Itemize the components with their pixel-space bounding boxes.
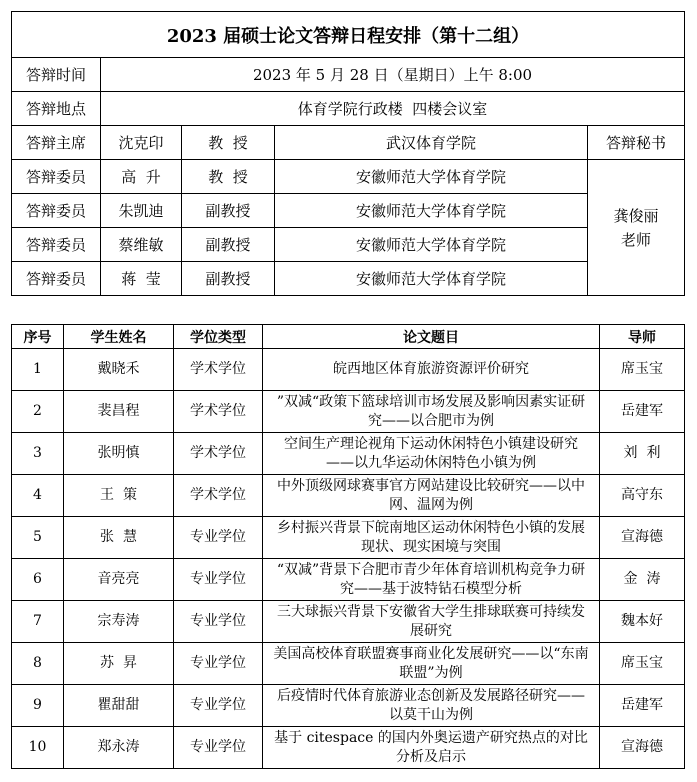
member-name: 高 升 (101, 160, 182, 194)
table-row (12, 475, 685, 517)
member-role: 答辩委员 (12, 228, 101, 262)
place-label: 答辩地点 (12, 92, 101, 126)
row-topic: 后疫情时代体育旅游业态创新及发展路径研究——以莫干山为例 (263, 685, 600, 727)
row-type: 学术学位 (174, 349, 263, 391)
row-type: 专业学位 (174, 559, 263, 601)
chair-role: 答辩主席 (12, 126, 101, 160)
row-advisor: 高守东 (600, 475, 685, 517)
secretary-label: 答辩秘书 (588, 126, 685, 160)
row-topic: 基于 citespace 的国内外奥运遗产研究热点的对比分析及启示 (263, 727, 600, 769)
row-topic: 三大球振兴背景下安徽省大学生排球联赛可持续发展研究 (263, 601, 600, 643)
table-row (12, 601, 685, 643)
row-topic: 美国高校体育联盟赛事商业化发展研究——以“东南联盟”为例 (263, 643, 600, 685)
row-name: 王 策 (64, 475, 174, 517)
row-no: 9 (12, 685, 64, 727)
row-no: 8 (12, 643, 64, 685)
member-org: 安徽师范大学体育学院 (275, 228, 588, 262)
table-row (12, 517, 685, 559)
member-rank: 副教授 (182, 194, 275, 228)
header-type: 学位类型 (174, 325, 263, 349)
member-org: 安徽师范大学体育学院 (275, 262, 588, 296)
member-rank: 教 授 (182, 160, 275, 194)
row-type: 专业学位 (174, 727, 263, 769)
row-no: 7 (12, 601, 64, 643)
row-no: 6 (12, 559, 64, 601)
header-topic: 论文题目 (263, 325, 600, 349)
table-row (12, 349, 685, 391)
table-row (12, 643, 685, 685)
row-name: 音亮亮 (64, 559, 174, 601)
row-type: 专业学位 (174, 643, 263, 685)
member-role: 答辩委员 (12, 160, 101, 194)
member-rank: 副教授 (182, 228, 275, 262)
header-no: 序号 (12, 325, 64, 349)
place-value: 体育学院行政楼 四楼会议室 (101, 92, 685, 126)
row-name: 苏 昇 (64, 643, 174, 685)
table-row (12, 391, 685, 433)
row-topic: 乡村振兴背景下皖南地区运动休闲特色小镇的发展现状、现实困境与突围 (263, 517, 600, 559)
chair-name: 沈克印 (101, 126, 182, 160)
row-advisor: 席玉宝 (600, 643, 685, 685)
row-no: 3 (12, 433, 64, 475)
row-advisor: 岳建军 (600, 685, 685, 727)
page-title: 2023 届硕士论文答辩日程安排（第十二组） (12, 12, 685, 58)
row-no: 10 (12, 727, 64, 769)
row-topic: “双减”背景下合肥市青少年体育培训机构竞争力研究——基于波特钻石模型分析 (263, 559, 600, 601)
chair-rank: 教 授 (182, 126, 275, 160)
member-org: 安徽师范大学体育学院 (275, 194, 588, 228)
member-name: 蔡维敏 (101, 228, 182, 262)
time-value: 2023 年 5 月 28 日（星期日）上午 8:00 (101, 58, 685, 92)
member-name: 蒋 莹 (101, 262, 182, 296)
row-type: 专业学位 (174, 601, 263, 643)
row-advisor: 宣海德 (600, 727, 685, 769)
row-type: 学术学位 (174, 391, 263, 433)
row-name: 张明慎 (64, 433, 174, 475)
table-row (12, 685, 685, 727)
row-topic: 中外顶级网球赛事官方网站建设比较研究——以中网、温网为例 (263, 475, 600, 517)
row-no: 2 (12, 391, 64, 433)
row-type: 学术学位 (174, 475, 263, 517)
committee-table (11, 11, 685, 296)
row-topic: ”双减“政策下篮球培训市场发展及影响因素实证研究——以合肥市为例 (263, 391, 600, 433)
header-advisor: 导师 (600, 325, 685, 349)
row-name: 戴晓禾 (64, 349, 174, 391)
member-role: 答辩委员 (12, 194, 101, 228)
students-table (11, 324, 685, 769)
member-role: 答辩委员 (12, 262, 101, 296)
row-name: 宗寿涛 (64, 601, 174, 643)
row-advisor: 刘 利 (600, 433, 685, 475)
row-advisor: 岳建军 (600, 391, 685, 433)
row-type: 专业学位 (174, 685, 263, 727)
row-advisor: 金 涛 (600, 559, 685, 601)
table-row (12, 433, 685, 475)
row-no: 5 (12, 517, 64, 559)
row-no: 1 (12, 349, 64, 391)
row-name: 郑永涛 (64, 727, 174, 769)
table-row (12, 727, 685, 769)
time-label: 答辩时间 (12, 58, 101, 92)
table-header-row (12, 325, 685, 349)
row-name: 张 慧 (64, 517, 174, 559)
row-topic: 空间生产理论视角下运动休闲特色小镇建设研究——以九华运动休闲特色小镇为例 (263, 433, 600, 475)
table-row (12, 559, 685, 601)
row-advisor: 魏本好 (600, 601, 685, 643)
row-name: 瞿甜甜 (64, 685, 174, 727)
row-advisor: 宣海德 (600, 517, 685, 559)
row-topic: 皖西地区体育旅游资源评价研究 (263, 349, 600, 391)
member-name: 朱凯迪 (101, 194, 182, 228)
header-name: 学生姓名 (64, 325, 174, 349)
member-rank: 副教授 (182, 262, 275, 296)
chair-org: 武汉体育学院 (275, 126, 588, 160)
secretary-value: 龚俊丽 老师 (588, 160, 685, 296)
member-org: 安徽师范大学体育学院 (275, 160, 588, 194)
row-no: 4 (12, 475, 64, 517)
row-name: 裴昌程 (64, 391, 174, 433)
row-type: 专业学位 (174, 517, 263, 559)
row-advisor: 席玉宝 (600, 349, 685, 391)
row-type: 学术学位 (174, 433, 263, 475)
